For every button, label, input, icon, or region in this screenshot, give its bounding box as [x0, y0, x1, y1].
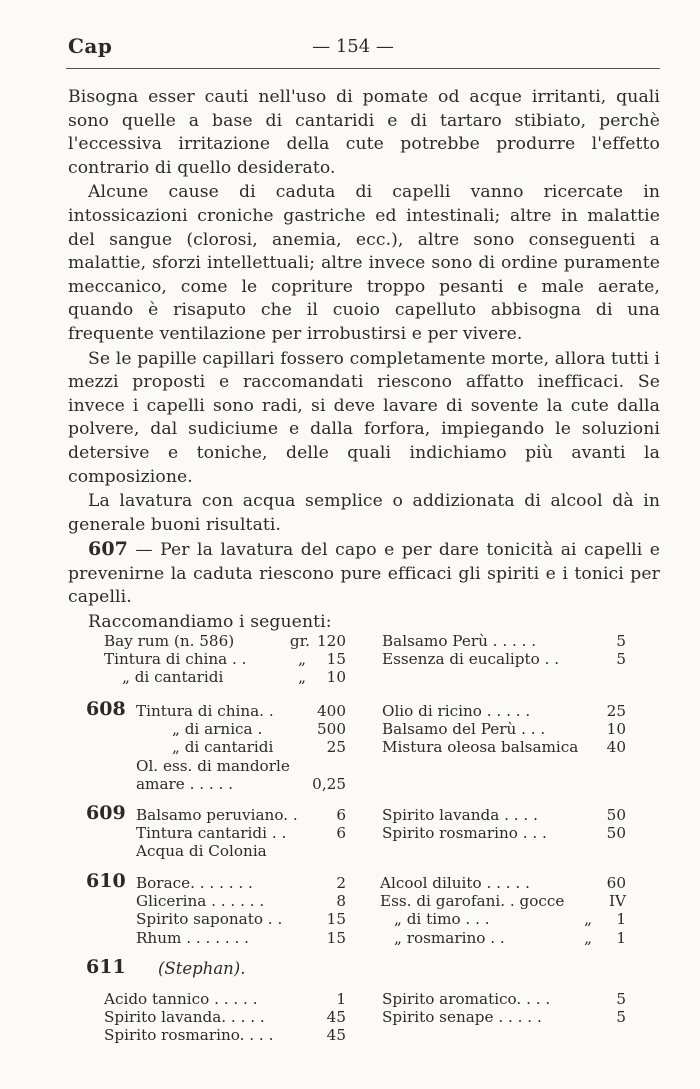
ingredient-row: Mistura oleosa balsamica 40: [382, 738, 626, 757]
ingredient-row: Spirito lavanda. . . . . 45: [104, 1008, 346, 1027]
formula-right-column: [382, 806, 626, 842]
ingredient-row: Alcool diluito . . . . . 60: [380, 874, 626, 892]
formula-number: 608: [86, 698, 126, 720]
text-body: [68, 86, 660, 636]
ingredient-row: „ di cantaridi „ 10: [122, 668, 346, 687]
ingredient-row: „ di timo . . . „ 1: [394, 910, 626, 929]
paragraph-607-text: — Per la lavatura del capo e per dare tonicità ai capelli e prevenirne la caduta riescono pure efficaci gli spiriti e i tonici per capelli.: [68, 540, 660, 608]
paragraph-3: Se le papille capillari fossero completamente morte, allora tutti i mezzi proposti e raccomandati riescono affatto inefficaci. Se invece i capelli sono radi, si deve lavare di sovente la cute dalla polvere, dal sudiciume e dalla forfora, impiegando le soluzioni detersive e toniche, delle quali indichiamo più avanti la composizione.: [68, 348, 660, 487]
ingredient-row: Balsamo peruviano. . 6: [136, 806, 346, 824]
recommend-line: Raccomandiamo i seguenti:: [88, 612, 332, 633]
ingredient-row: Spirito rosmarino. . . . 45: [104, 1026, 346, 1045]
ingredient-row: „ rosmarino . . „ 1: [394, 928, 626, 947]
ingredient-row: Tintura di china. . 400: [136, 702, 346, 720]
ingredient-row: Olio di ricino . . . . . 25: [382, 702, 626, 720]
paragraph-2: Alcune cause di caduta di capelli vanno ricercate in intossicazioni croniche gastriche ed intestinali; altre in malattie del sangue (clorosi, anemia, ecc.), altre sono conseguenti a malattie, sforzi intellettuali; altre invece sono di ordine puramente meccanico, come le copriture troppo pesanti e male aerate, quando è risaputo che il cuoio capelluto abbisogna di una frequente ventilazione per irrobustirsi e per vivere.: [68, 182, 660, 344]
header-rule: [66, 68, 660, 69]
ingredient-row: Essenza di eucalipto . . 5: [382, 650, 626, 669]
ingredient-row: Ess. di garofani. . gocce IV: [380, 892, 626, 911]
page-number: — 154 —: [312, 36, 394, 57]
ingredient-row: Spirito lavanda . . . . 50: [382, 806, 626, 824]
formula-number: 611: [86, 956, 126, 978]
ingredient-row: Balsamo del Perù . . . 10: [382, 720, 626, 739]
ingredient-row: Spirito senape . . . . . 5: [382, 1008, 626, 1027]
page-header: [68, 30, 658, 62]
ingredient-row: „ di cantaridi 25: [172, 738, 346, 757]
ingredient-row: Balsamo Perù . . . . . 5: [382, 632, 626, 650]
ingredient-row: Spirito aromatico. . . . 5: [382, 990, 626, 1008]
ingredient-row: Bay rum (n. 586) gr. 120: [104, 632, 346, 650]
paragraph-607: [68, 538, 660, 610]
ingredient-row: Spirito rosmarino . . . 50: [382, 824, 626, 843]
formula-right-column: [380, 874, 626, 947]
paragraph-4: La lavatura con acqua semplice o addizionata di alcool dà in generale buoni risultati.: [68, 491, 660, 535]
formula-number: 609: [86, 802, 126, 824]
formula-right-column: [382, 990, 626, 1026]
ingredient-row: Spirito saponato . . 15: [136, 910, 346, 929]
formula-left-column: [136, 874, 346, 947]
formula-author: (Stephan).: [158, 959, 246, 978]
ingredient-row: Acido tannico . . . . . 1: [104, 990, 346, 1008]
ingredient-row: Tintura cantaridi . . 6: [136, 824, 346, 843]
ingredient-row: „ di arnica . 500: [172, 720, 346, 739]
ingredient-row: Borace. . . . . . . 2: [136, 874, 346, 892]
formula-number: 610: [86, 870, 126, 892]
formula-right-column: [382, 632, 626, 668]
ingredient-row: Ol. ess. di mandorle: [136, 756, 290, 775]
formula-left-column: [136, 806, 346, 861]
ingredient-row: Glicerina . . . . . . 8: [136, 892, 346, 911]
ingredient-row: Acqua di Colonia: [136, 842, 267, 861]
formula-left-column: [104, 632, 346, 687]
running-head: Cap: [68, 34, 113, 58]
ingredient-row: Rhum . . . . . . . 15: [136, 928, 346, 947]
formula-right-column: [382, 702, 626, 757]
formula-number: 607: [88, 538, 128, 561]
formula-left-column: [136, 702, 346, 793]
formula-left-column: [104, 990, 346, 1045]
paragraph-1: Bisogna esser cauti nell'uso di pomate od acque irritanti, quali sono quelle a base di cantaridi e di tartaro stibiato, perchè l'eccessiva irritazione della cute potrebbe produrre l'effetto contrario di quello desiderato.: [68, 87, 660, 178]
ingredient-row: amare . . . . . 0,25: [136, 774, 346, 793]
ingredient-row: Tintura di china . . „ 15: [104, 650, 346, 669]
